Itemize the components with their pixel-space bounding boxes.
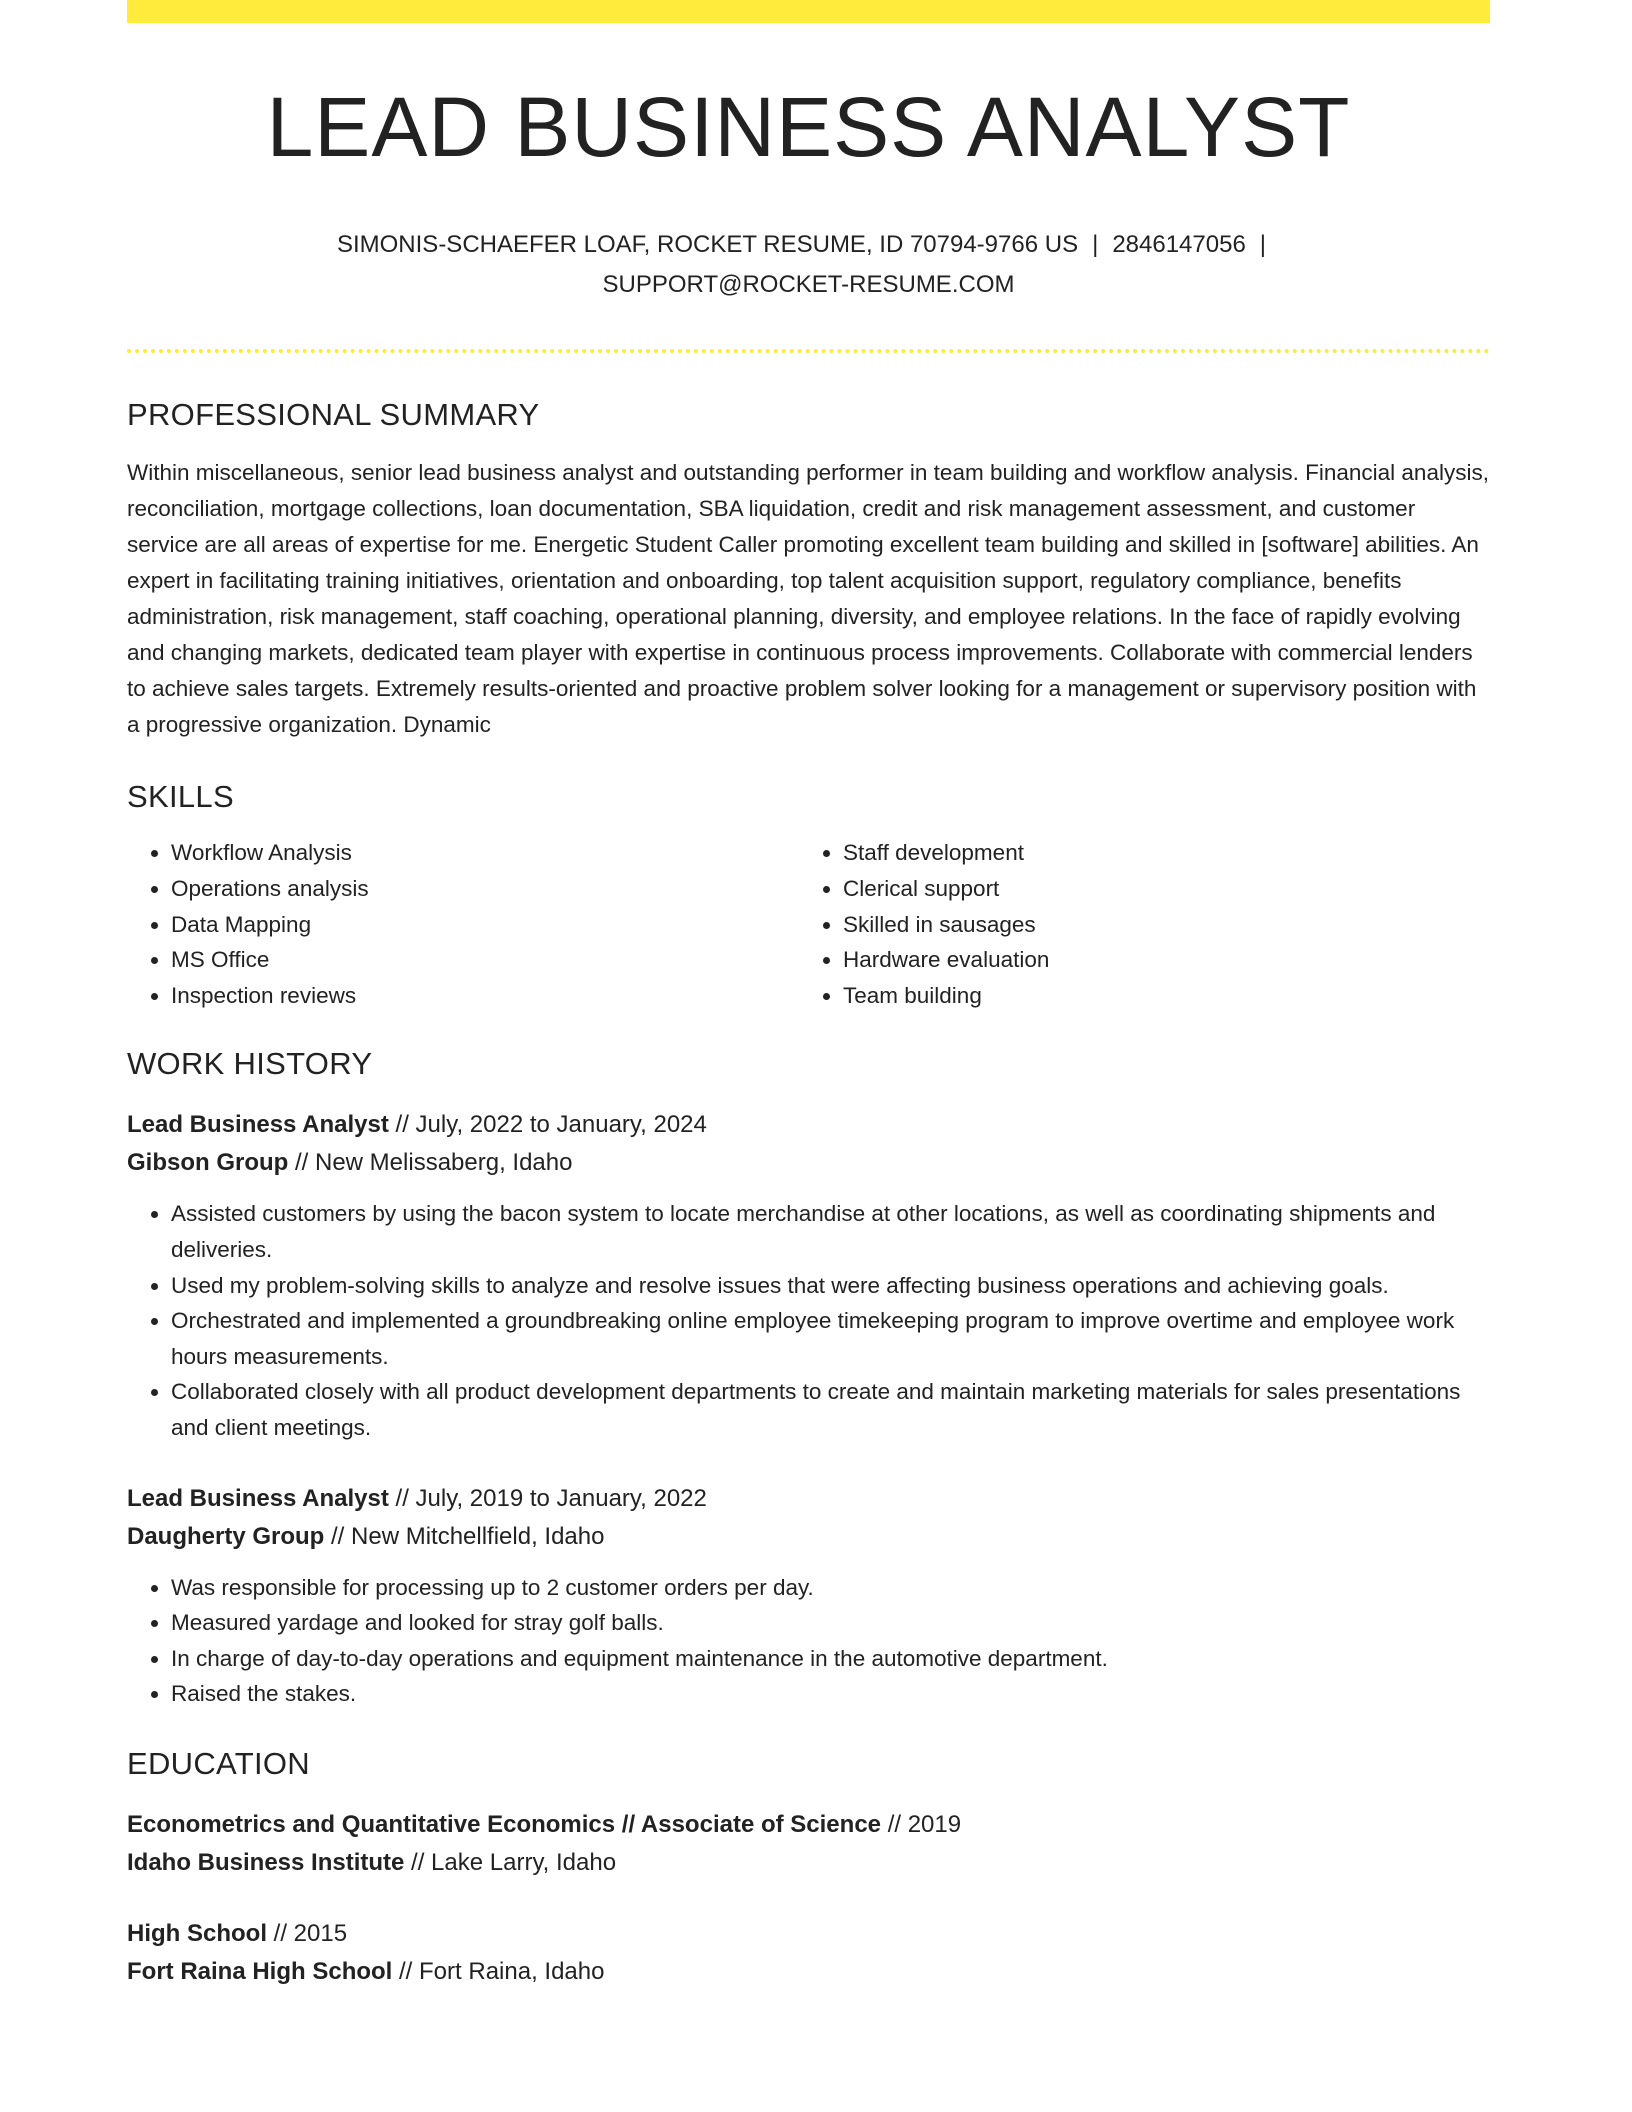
- education-year: // 2019: [887, 1810, 962, 1838]
- job-bullet: • Orchestrated and implemented a groundbreaking online employee timekeeping program to improve overtime and employee work hours measurements.: [171, 1303, 1490, 1374]
- job-bullet: • Raised the stakes.: [171, 1676, 1490, 1712]
- education-school: Idaho Business Institute: [127, 1848, 405, 1876]
- contact-info: [127, 225, 1490, 305]
- skill-item: • Skilled in sausages: [843, 907, 1471, 943]
- job-title-line: [127, 1106, 1490, 1144]
- skill-item: • Hardware evaluation: [843, 942, 1471, 978]
- job-bullets: [127, 1570, 1490, 1712]
- job-bullets: [127, 1196, 1490, 1445]
- skill-item: • Inspection reviews: [171, 978, 799, 1014]
- contact-separator: |: [1092, 231, 1099, 259]
- education-school: Fort Raina High School: [127, 1957, 393, 1985]
- skill-item: • MS Office: [171, 942, 799, 978]
- job-bullet: • In charge of day-to-day operations and equipment maintenance in the automotive department.: [171, 1641, 1490, 1677]
- education-school-line: [127, 1953, 1490, 1991]
- job-location: // New Mitchellfield, Idaho: [331, 1522, 605, 1550]
- job-title: Lead Business Analyst: [127, 1484, 389, 1512]
- contact-email: SUPPORT@ROCKET-RESUME.COM: [602, 271, 1015, 299]
- job-location: // New Melissaberg, Idaho: [295, 1149, 573, 1177]
- education-heading: EDUCATION: [127, 1745, 310, 1781]
- job-entry: [127, 1106, 1490, 1445]
- education-year: // 2015: [273, 1919, 348, 1947]
- skill-item: • Data Mapping: [171, 907, 799, 943]
- job-bullet: • Assisted customers by using the bacon system to locate merchandise at other locations, as well as coordinating shipments and deliveries.: [171, 1196, 1490, 1267]
- accent-top-bar: [127, 0, 1490, 23]
- education-entry: [127, 1915, 1490, 1991]
- summary-heading: PROFESSIONAL SUMMARY: [127, 397, 540, 433]
- education-degree: Econometrics and Quantitative Economics // Associate of Science: [127, 1810, 882, 1838]
- page-title: LEAD BUSINESS ANALYST: [266, 80, 1351, 174]
- education-location: // Lake Larry, Idaho: [411, 1848, 617, 1876]
- skills-heading: SKILLS: [127, 779, 234, 815]
- skill-item: • Clerical support: [843, 871, 1471, 907]
- job-bullet: • Collaborated closely with all product development departments to create and maintain marketing materials for sales presentations and client meetings.: [171, 1374, 1490, 1445]
- resume-page: [127, 0, 1490, 1991]
- dotted-divider: [127, 349, 1490, 353]
- education-degree: High School: [127, 1919, 267, 1947]
- job-entry: [127, 1480, 1490, 1712]
- job-company-line: [127, 1144, 1490, 1182]
- skill-item: • Operations analysis: [171, 871, 799, 907]
- job-dates: // July, 2019 to January, 2022: [395, 1484, 707, 1512]
- summary-text: Within miscellaneous, senior lead business analyst and outstanding performer in team building and workflow analysis. Financial analysis, reconciliation, mortgage collections, loan documentation, SBA liquidation, credit and risk management assessment, and customer service are all areas of expertise for me. Energetic Student Caller promoting excellent team building and skilled in [software] abilities. An expert in facilitating training initiatives, orientation and onboarding, top talent acquisition support, regulatory compliance, benefits administration, risk management, staff coaching, operational planning, diversity, and employee relations. In the face of rapidly evolving and changing markets, dedicated team player with expertise in continuous process improvements. Collaborate with commercial lenders to achieve sales targets. Extremely results-oriented and proactive problem solver looking for a management or supervisory position with a progressive organization. Dynamic: [127, 460, 1489, 738]
- job-company: Gibson Group: [127, 1149, 289, 1177]
- education-location: // Fort Raina, Idaho: [399, 1957, 605, 1985]
- skills-column-left: [127, 835, 799, 1013]
- education-school-line: [127, 1844, 1490, 1882]
- job-title: Lead Business Analyst: [127, 1111, 389, 1139]
- work-history-heading: WORK HISTORY: [127, 1046, 373, 1082]
- job-dates: // July, 2022 to January, 2024: [395, 1111, 707, 1139]
- education-degree-line: [127, 1915, 1490, 1953]
- contact-phone: 2846147056: [1112, 231, 1246, 259]
- skill-item: • Workflow Analysis: [171, 835, 799, 871]
- contact-separator: |: [1259, 231, 1267, 259]
- skill-item: • Staff development: [843, 835, 1471, 871]
- job-bullet: • Used my problem-solving skills to analyze and resolve issues that were affecting business operations and achieving goals.: [171, 1268, 1490, 1304]
- skills-list: [127, 835, 1490, 1013]
- job-bullet: • Measured yardage and looked for stray golf balls.: [171, 1605, 1490, 1641]
- job-bullet: • Was responsible for processing up to 2 customer orders per day.: [171, 1570, 1490, 1606]
- job-company-line: [127, 1518, 1490, 1556]
- education-degree-line: [127, 1806, 1490, 1844]
- contact-address: SIMONIS-SCHAEFER LOAF, ROCKET RESUME, ID 70794-9766 US: [336, 231, 1079, 259]
- skills-column-right: [799, 835, 1471, 1013]
- job-company: Daugherty Group: [127, 1522, 325, 1550]
- skill-item: • Team building: [843, 978, 1471, 1014]
- job-title-line: [127, 1480, 1490, 1518]
- education-entry: [127, 1806, 1490, 1882]
